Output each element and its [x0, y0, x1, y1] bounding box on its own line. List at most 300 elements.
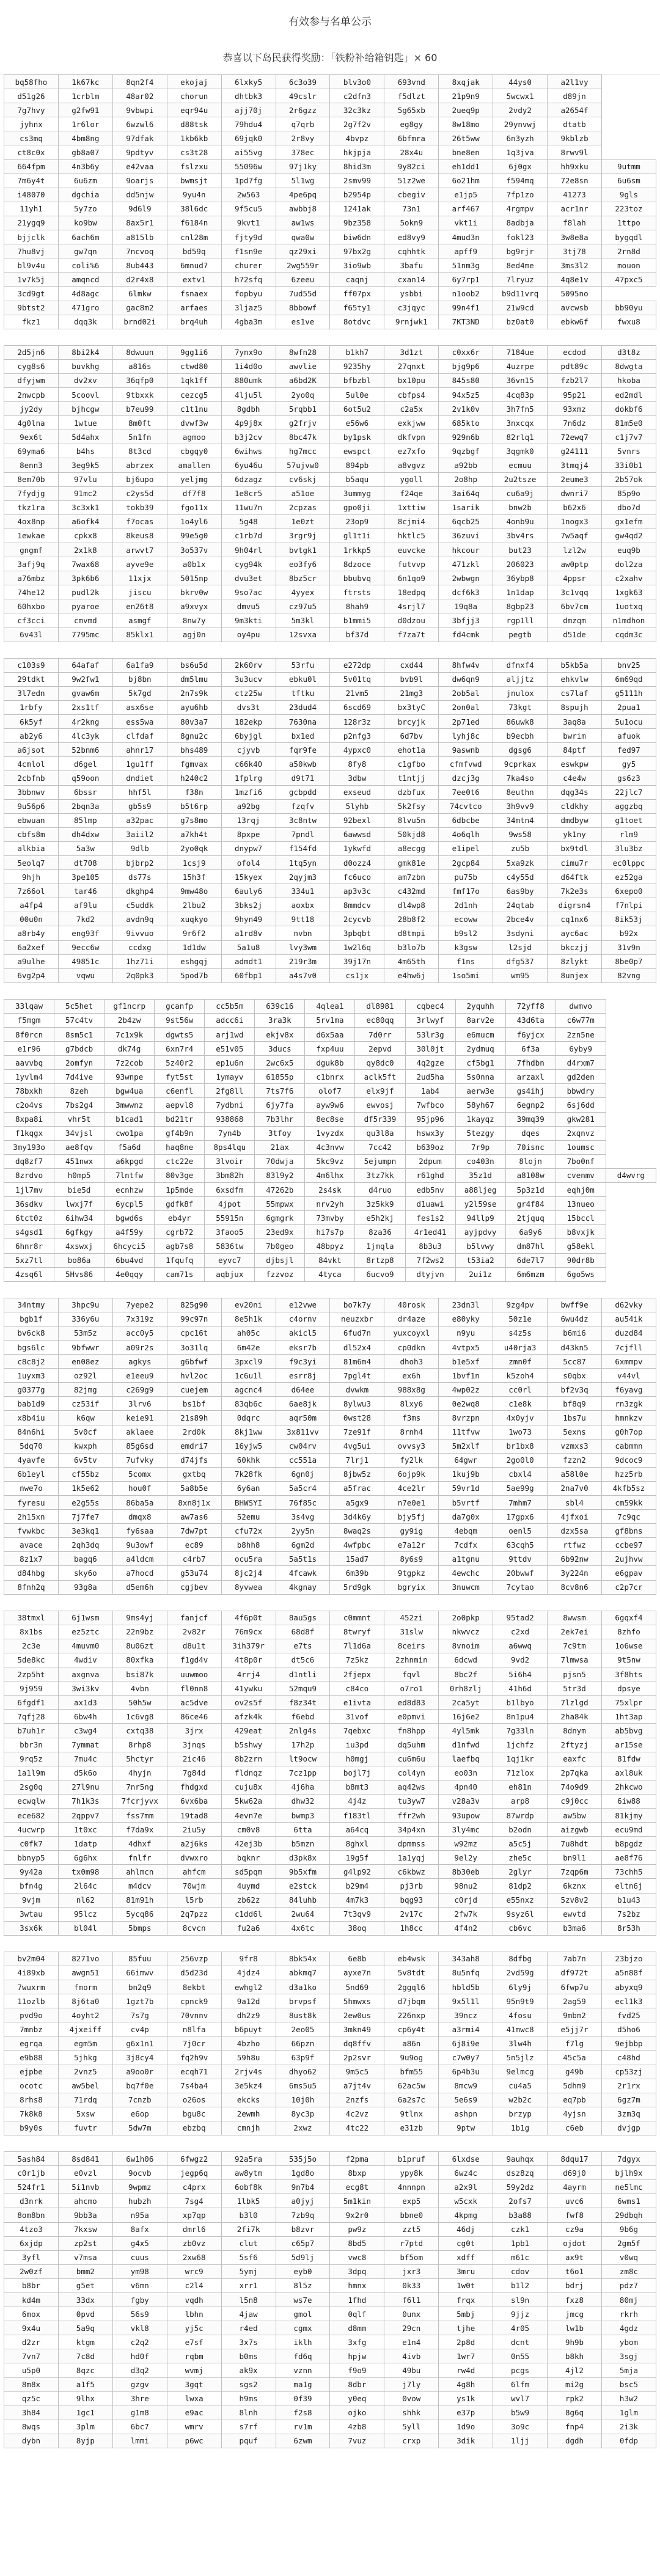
code-table — [4, 2151, 656, 2448]
code-cell: gb8a07 — [58, 145, 112, 159]
code-cell: 95jp96 — [405, 1112, 455, 1126]
code-cell: a88ljeg — [455, 1183, 505, 1197]
code-cell: d51de — [548, 628, 602, 642]
code-cell: r4ed — [221, 2321, 276, 2335]
code-cell: 2wbwgn — [439, 571, 493, 585]
code-cell: 7mu4c — [58, 1752, 112, 1766]
code-cell: 2zp5ht — [4, 1667, 59, 1681]
code-cell: 7g84d — [167, 1766, 221, 1780]
code-cell: 8kj1ww — [221, 1425, 276, 1439]
code-cell: dfyjwm — [4, 373, 59, 387]
code-cell: dvu3et — [221, 571, 276, 585]
table-row — [4, 926, 656, 940]
code-cell: fd4cmk — [439, 628, 493, 642]
code-cell: 2xw68 — [167, 2250, 221, 2264]
table-row — [4, 1566, 656, 1580]
code-cell: dokbf6 — [601, 402, 656, 416]
table-row — [4, 273, 656, 287]
code-cell: gxtbq — [167, 1467, 221, 1481]
code-cell: 1wo73 — [493, 1425, 548, 1439]
code-cell: gngmf — [4, 543, 59, 557]
code-cell: bd59q — [167, 244, 221, 258]
code-cell: ebku0l — [276, 672, 330, 686]
code-cell: ebzbq — [167, 2121, 221, 2135]
code-cell: 8r53h — [601, 1921, 656, 1935]
code-cell: 4srjl7 — [384, 599, 439, 613]
code-cell: d5k6o — [58, 1766, 112, 1780]
code-cell: ecoww — [439, 912, 493, 926]
code-cell: f1kqgx — [4, 1126, 54, 1140]
table-row — [4, 827, 656, 841]
code-cell: 7lrj1 — [330, 1453, 384, 1467]
code-cell: hmnx — [330, 2278, 384, 2292]
code-cell: gd2den — [556, 1070, 606, 1084]
code-cell: 3bm82h — [205, 1168, 255, 1182]
code-cell: v0wq — [601, 2250, 656, 2264]
code-cell: es1ve — [276, 315, 330, 329]
code-cell: 31vof — [330, 1710, 384, 1724]
code-cell: rgp1ll — [493, 613, 548, 628]
code-cell: b8br — [4, 2278, 59, 2292]
code-cell: 4fosu — [493, 2008, 548, 2022]
code-cell: duzd84 — [601, 1326, 656, 1340]
code-cell: ayw9w6 — [305, 1098, 355, 1112]
code-cell: dguk8b — [305, 1056, 355, 1070]
code-cell: cbxl4 — [493, 1467, 548, 1481]
code-cell: b3a88 — [493, 2208, 548, 2222]
code-cell: 81m91h — [112, 1893, 167, 1907]
code-cell: 1glm — [601, 2406, 656, 2420]
code-cell: abkmq7 — [276, 1966, 330, 1980]
code-cell: 55mpwx — [255, 1197, 305, 1211]
code-cell: 4zsq6l — [4, 1267, 54, 1281]
code-cell: 6y7rp1 — [439, 273, 493, 287]
code-cell: am7zbn — [384, 870, 439, 884]
code-cell: 85fuu — [112, 1952, 167, 1966]
code-cell: c4prx — [167, 2180, 221, 2194]
code-cell: extv1 — [167, 273, 221, 287]
code-cell: 52mqu9 — [276, 1681, 330, 1696]
code-cell: 5mbj — [439, 2307, 493, 2321]
code-cell: 6bu4vd — [105, 1253, 155, 1267]
code-cell: 8ax5r1 — [112, 216, 167, 230]
code-cell: bwff9e — [548, 1298, 602, 1312]
code-cell: 7wuxrm — [4, 1980, 59, 1994]
code-cell: bbnyp5 — [4, 1851, 59, 1865]
code-cell: 4jpot — [205, 1197, 255, 1211]
code-cell: 693vnd — [384, 75, 439, 89]
code-cell: a4fp4 — [4, 898, 59, 912]
code-cell: e2g55s — [58, 1496, 112, 1510]
table-row — [4, 2152, 656, 2166]
code-cell: aq42ws — [384, 1780, 439, 1794]
code-cell: avcwsb — [548, 301, 602, 315]
code-cell: 39mq39 — [505, 1112, 556, 1126]
code-cell: 8rwv9l — [548, 145, 602, 159]
code-cell: aw8ytm — [221, 2166, 276, 2180]
code-cell: cjyvb — [221, 743, 276, 757]
code-cell: bbubvq — [330, 571, 384, 585]
table-row — [4, 1197, 656, 1211]
code-cell: ffr2wh — [384, 1808, 439, 1822]
code-cell: y0eq — [330, 2391, 384, 2406]
code-cell: fopbyu — [221, 287, 276, 301]
table-row — [4, 813, 656, 827]
table-row — [4, 202, 656, 216]
code-cell: b1l2 — [493, 2278, 548, 2292]
code-cell: 429eat — [221, 1724, 276, 1738]
code-cell: 7f2ws2 — [405, 1253, 455, 1267]
code-cell: 9u56p6 — [4, 799, 59, 813]
code-cell: 1fplrg — [221, 771, 276, 785]
code-cell: 8bk54x — [276, 1952, 330, 1966]
code-cell: pdz7 — [601, 2278, 656, 2292]
code-cell: ym98 — [112, 2264, 167, 2278]
table-row — [4, 1552, 656, 1566]
code-cell: cbegiv — [384, 188, 439, 202]
code-cell: 7qfj28 — [4, 1710, 59, 1724]
code-cell: gkw281 — [556, 1112, 606, 1126]
code-cell: cpnck9 — [167, 1994, 221, 2008]
code-cell: 1ljj — [493, 2434, 548, 2448]
code-cell: fu2a6 — [221, 1921, 276, 1935]
code-cell: haq8ne — [155, 1140, 205, 1154]
code-cell: bwrim — [548, 729, 602, 743]
table-row — [4, 430, 656, 444]
table-row — [4, 1980, 656, 1994]
code-cell: 44ys0 — [493, 75, 548, 89]
code-cell: 2g7f2v — [330, 117, 384, 131]
code-cell: 1w0t — [439, 2278, 493, 2292]
code-cell: 36ybp8 — [493, 571, 548, 585]
code-cell: 1qj1kr — [493, 1752, 548, 1766]
code-cell: 6gz7m — [601, 2093, 656, 2107]
code-cell: amallen — [167, 458, 221, 472]
table-row — [4, 841, 656, 855]
code-cell: 58yh67 — [455, 1098, 505, 1112]
code-cell: c0r1jb — [4, 2166, 59, 2180]
code-cell: 6dbcbe — [439, 813, 493, 827]
code-cell: 2ud5ha — [405, 1070, 455, 1084]
code-cell: 90dr8b — [556, 1253, 606, 1267]
code-cell: 6xmmpv — [601, 1355, 656, 1369]
code-cell: 95p21 — [548, 387, 602, 401]
code-cell: 15h3f — [167, 870, 221, 884]
code-cell: 63cqh5 — [493, 1538, 548, 1552]
code-cell: 70isnc — [505, 1140, 556, 1154]
code-cell: futvvp — [384, 557, 439, 571]
code-cell: b3l0 — [221, 2208, 276, 2222]
code-cell: eswkpw — [548, 757, 602, 771]
code-cell: 6wzwl6 — [112, 117, 167, 131]
code-cell: ecqh71 — [167, 2065, 221, 2079]
code-cell: ecg8t — [330, 2180, 384, 2194]
code-cell: 6wihws — [221, 444, 276, 458]
code-cell: aepvl8 — [155, 1098, 205, 1112]
code-cell: a92bb — [439, 458, 493, 472]
code-cell: 8y6s9 — [384, 1552, 439, 1566]
code-cell: 4r2kng — [58, 715, 112, 729]
code-cell: 6ojp9k — [384, 1467, 439, 1481]
code-cell: 29cn — [384, 2321, 439, 2335]
code-cell: cimu7r — [548, 855, 602, 869]
code-cell: 3tj78 — [548, 244, 602, 258]
code-cell: 7n6dz — [548, 416, 602, 430]
table-row — [4, 1639, 656, 1653]
table-row — [4, 898, 656, 912]
code-cell: 6fud7n — [330, 1326, 384, 1340]
code-cell: 1r6lor — [58, 117, 112, 131]
code-cell: dl52x4 — [330, 1340, 384, 1354]
code-cell: 3z5kk9 — [355, 1197, 405, 1211]
code-cell: 8t3cd — [112, 444, 167, 458]
code-cell: 82vng — [601, 968, 656, 982]
code-cell: f6yavg — [601, 1383, 656, 1397]
code-cell: dqg34s — [548, 785, 602, 799]
code-cell: abyxq9 — [601, 1980, 656, 1994]
code-cell: 11ozlb — [4, 1994, 59, 2008]
code-cell: aerw3e — [455, 1084, 505, 1098]
code-cell: 2smv99 — [330, 174, 384, 188]
code-cell: ak9x — [221, 2363, 276, 2377]
code-cell: 95lcz — [58, 1907, 112, 1921]
code-cell: c6w77m — [556, 1013, 606, 1027]
code-cell: 4jdz4 — [221, 1966, 276, 1980]
code-cell: 5c5het — [54, 999, 105, 1013]
table-row — [4, 2406, 656, 2420]
code-cell: 7z2cob — [105, 1056, 155, 1070]
code-cell: 451nwx — [54, 1154, 105, 1168]
code-cell: e51v05 — [205, 1042, 255, 1056]
code-cell: 8hfw4v — [439, 658, 493, 672]
table-row — [4, 1467, 656, 1481]
code-cell: eo3fy6 — [276, 557, 330, 571]
code-cell: fzzn2 — [548, 1453, 602, 1467]
code-cell: af9lu — [58, 898, 112, 912]
code-cell: 7c8d — [58, 2349, 112, 2363]
code-cell: 1gd8o — [276, 2166, 330, 2180]
code-cell: 6w1h06 — [112, 2152, 167, 2166]
code-cell: 6v5tv — [58, 1453, 112, 1467]
code-cell: 1yvlm4 — [4, 1070, 54, 1084]
code-cell: n95a — [112, 2208, 167, 2222]
code-cell: b6puyt — [221, 2022, 276, 2036]
table-row — [4, 1453, 656, 1467]
code-cell: 2ag59 — [548, 1994, 602, 2008]
code-cell: 7ts7f6 — [255, 1084, 305, 1098]
code-cell: amqncd — [58, 273, 112, 287]
code-cell: 95tad2 — [493, 1611, 548, 1625]
code-cell: gf4b9n — [155, 1126, 205, 1140]
code-cell: 6b92nw — [548, 1552, 602, 1566]
code-cell: dw6qn9 — [439, 672, 493, 686]
code-cell: 33dx — [58, 2292, 112, 2307]
code-cell: h0mp5 — [54, 1168, 105, 1182]
code-cell: yeljmg — [167, 472, 221, 486]
code-cell: pyaroe — [58, 599, 112, 613]
code-cell: bgs6lc — [4, 1340, 59, 1354]
code-cell: ae8f76 — [601, 1851, 656, 1865]
code-cell: olof7 — [305, 1084, 355, 1098]
code-cell: ec80qq — [355, 1013, 405, 1027]
code-cell: 3lvoir — [205, 1154, 255, 1168]
code-cell: 59h8u — [221, 2051, 276, 2065]
code-cell: 6obf8k — [221, 2180, 276, 2194]
code-cell: 47262b — [255, 1183, 305, 1197]
code-cell: 74he12 — [4, 585, 59, 599]
code-cell: 4cq83p — [493, 387, 548, 401]
code-cell: 9t5nw — [601, 1653, 656, 1667]
code-cell: b6mi6 — [548, 1326, 602, 1340]
code-cell: rkrh — [601, 2307, 656, 2321]
code-cell: c0mmnt — [330, 1611, 384, 1625]
code-cell: cs1jx — [330, 968, 384, 982]
code-cell: c6eb — [548, 2121, 602, 2135]
code-cell: 4muvm0 — [58, 1639, 112, 1653]
code-cell: 51nm3g — [439, 258, 493, 273]
code-cell: fokl23 — [493, 230, 548, 244]
code-cell: 4jxeiff — [58, 2022, 112, 2036]
code-cell: 8e5h1k — [221, 1312, 276, 1326]
code-cell: aw5bel — [58, 2079, 112, 2093]
code-cell: 3pxcl9 — [221, 1355, 276, 1369]
code-cell: 0rh8zlj — [439, 1681, 493, 1696]
code-cell: 4cmlol — [4, 757, 59, 771]
code-cell: 3bbnwv — [4, 785, 59, 799]
code-cell: 7ee0t6 — [439, 785, 493, 799]
code-cell: 5ae99g — [493, 1481, 548, 1495]
code-cell: 3o537v — [167, 543, 221, 557]
code-cell: 7dw7pt — [167, 1524, 221, 1538]
code-cell: 29tdkt — [4, 672, 59, 686]
code-cell: 4kfb5sz — [601, 1481, 656, 1495]
code-cell: bx3tyC — [384, 700, 439, 714]
code-cell: 6u6zm — [58, 174, 112, 188]
code-cell: dmqx8 — [112, 1510, 167, 1524]
code-cell: aclk5ft — [355, 1070, 405, 1084]
code-cell: 8lxy6 — [384, 1397, 439, 1411]
code-cell: 639c16 — [255, 999, 305, 1013]
code-cell: a2j6ks — [167, 1837, 221, 1851]
code-cell: 4m6lhx — [305, 1168, 355, 1182]
code-cell: 3nuwcm — [439, 1580, 493, 1594]
code-cell: 99n4f1 — [439, 301, 493, 315]
code-cell: 1a1yqj — [384, 1851, 439, 1865]
code-cell: eyvc7 — [205, 1253, 255, 1267]
code-cell: c4y55d — [493, 870, 548, 884]
code-cell: 8dfbg — [493, 1952, 548, 1966]
code-cell: 4gdz — [601, 2321, 656, 2335]
code-cell: 5xa9zk — [493, 855, 548, 869]
code-cell: cc551a — [276, 1453, 330, 1467]
code-cell: 40rosk — [384, 1298, 439, 1312]
code-cell: 6e8b — [330, 1952, 384, 1966]
code-cell: 00u0n — [4, 912, 59, 926]
code-cell: dzbfux — [384, 785, 439, 799]
code-cell: 3tz7kk — [355, 1168, 405, 1182]
table-row — [4, 2079, 656, 2093]
code-cell: 5836tw — [205, 1239, 255, 1253]
code-cell: 3h9vv9 — [493, 799, 548, 813]
code-cell: 62ac5w — [384, 2079, 439, 2093]
table-row — [4, 1966, 656, 1980]
code-cell: 2ha84k — [548, 1710, 602, 1724]
code-cell: 3pk6b6 — [58, 571, 112, 585]
code-cell: dbo7d — [601, 500, 656, 514]
code-cell: 8dzoce — [330, 557, 384, 571]
code-cell: a6ofk4 — [58, 514, 112, 529]
code-cell: g0h7op — [601, 1425, 656, 1439]
code-cell: cdov — [493, 2264, 548, 2278]
code-cell: dol2za — [601, 557, 656, 571]
code-cell: p2nfg3 — [330, 729, 384, 743]
code-cell: 9lhx — [58, 2391, 112, 2406]
code-cell: d4ruo — [355, 1183, 405, 1197]
code-cell: 3cd9gt — [4, 287, 59, 301]
code-cell: 3io9wb — [330, 258, 384, 273]
code-cell: x8b4iu — [4, 1411, 59, 1425]
code-cell: 23dn3l — [439, 1298, 493, 1312]
code-cell: fy2lk — [384, 1453, 439, 1467]
code-cell: ecu9md — [601, 1823, 656, 1837]
code-cell: 2bce4v — [493, 912, 548, 926]
code-cell: 336y6u — [58, 1312, 112, 1326]
code-cell: 8xqjak — [439, 75, 493, 89]
table-row — [4, 1267, 656, 1281]
code-cell: 69jqk0 — [221, 131, 276, 145]
code-cell: 7r9p — [455, 1140, 505, 1154]
code-cell: 5015np — [167, 571, 221, 585]
code-cell: 4uzrpe — [493, 359, 548, 373]
table-row — [4, 131, 656, 145]
code-cell: 8z1x7 — [4, 1552, 59, 1566]
code-cell: cxd44 — [384, 658, 439, 672]
code-cell: f6yjcx — [505, 1028, 556, 1042]
code-cell: 8b30eb — [439, 1865, 493, 1879]
code-cell: 9m3kti — [221, 613, 276, 628]
code-cell: 9hyn49 — [221, 912, 276, 926]
code-cell: ebwuan — [4, 813, 59, 827]
code-cell: f1gd4v — [167, 1653, 221, 1667]
code-cell: 50h5w — [112, 1696, 167, 1710]
code-cell: 1rbfy — [4, 700, 59, 714]
code-cell: 53m5z — [58, 1326, 112, 1340]
code-cell: n7e0e1 — [384, 1496, 439, 1510]
code-cell: 80v3ge — [155, 1168, 205, 1182]
code-cell: 2b4zw — [105, 1013, 155, 1027]
code-cell: 3x811vv — [276, 1425, 330, 1439]
code-cell: ec0lppc — [601, 855, 656, 869]
code-cell: a6jsot — [4, 743, 59, 757]
code-cell: 6qcb25 — [439, 514, 493, 529]
code-cell: 1ab4 — [405, 1084, 455, 1098]
code-cell: ojko — [330, 2406, 384, 2420]
code-cell: 8ceirs — [384, 1639, 439, 1653]
code-cell: afzk4k — [221, 1710, 276, 1724]
code-cell: pvd9o — [4, 2008, 59, 2022]
code-cell: 97vlu — [58, 472, 112, 486]
code-cell: 99e5g0 — [167, 529, 221, 543]
code-cell: fanjcf — [167, 1611, 221, 1625]
code-cell: cu6a9j — [493, 486, 548, 500]
code-cell: gb5s9 — [112, 799, 167, 813]
code-cell: 5ul0e — [330, 387, 384, 401]
code-cell: 1jl7mv — [4, 1183, 54, 1197]
table-row — [4, 117, 656, 131]
code-cell: 3nxcqx — [493, 416, 548, 430]
code-cell: 5rd9gk — [330, 1580, 384, 1594]
table-row — [4, 1538, 656, 1552]
